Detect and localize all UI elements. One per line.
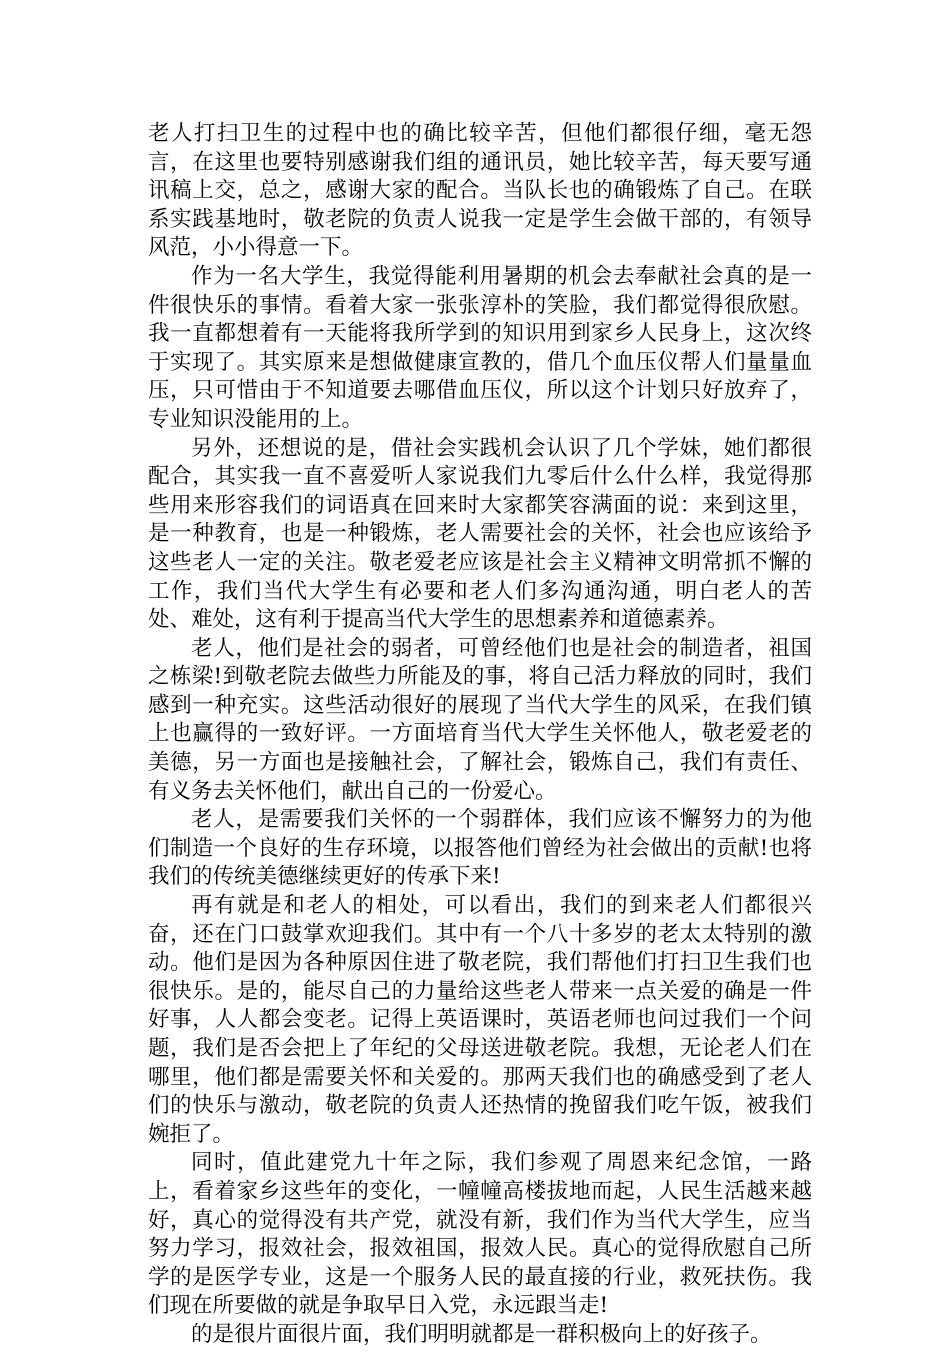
paragraph-2: 作为一名大学生，我觉得能利用暑期的机会去奉献社会真的是一件很快乐的事情。看着大家一张张淳朴的笑脸，我们都觉得很欣慰。我一直都想着有一天能将我所学到的知识用到家乡人民身上，这次终于实现了。其实原来是想做健康宣教的，借几个血压仪帮人们量量血压，只可惜由于不知道要去哪借血压仪，所以这个计划只好放弃了，专业知识没能用的上。 — [148, 263, 812, 432]
paragraph-3: 另外，还想说的是，借社会实践机会认识了几个学妹，她们都很配合，其实我一直不喜爱听人家说我们九零后什么什么样，我觉得那些用来形容我们的词语真在回来时大家都笑容满面的说：来到这里，是一种教育，也是一种锻炼，老人需要社会的关怀，社会也应该给予这些老人一定的关注。敬老爱老应该是社会主义精神文明常抓不懈的工作，我们当代大学生有必要和老人们多沟通沟通，明白老人的苦处、难处，这有利于提高当代大学生的思想素养和道德素养。 — [148, 435, 812, 633]
paragraph-7: 同时，值此建党九十年之际，我们参观了周恩来纪念馆，一路上，看着家乡这些年的变化，一幢幢高楼拔地而起，人民生活越来越好，真心的觉得没有共产党，就没有新，我们作为当代大学生，应当努力学习，报效社会，报效祖国，报效人民。真心的觉得欣慰自己所学的是医学专业，这是一个服务人民的最直接的行业，救死扶伤。我们现在所要做的就是争取早日入党，永远跟当走! — [148, 1150, 812, 1319]
paragraph-5: 老人，是需要我们关怀的一个弱群体，我们应该不懈努力的为他们制造一个良好的生存环境，以报答他们曾经为社会做出的贡献!也将我们的传统美德继续更好的传承下来! — [148, 807, 812, 890]
paragraph-4: 老人，他们是社会的弱者，可曾经他们也是社会的制造者，祖国之栋梁!到敬老院去做些力所能及的事，将自己活力释放的同时，我们感到一种充实。这些活动很好的展现了当代大学生的风采，在我们镇上也赢得的一致好评。一方面培育当代大学生关怀他人，敬老爱老的美德，另一方面也是接触社会，了解社会，锻炼自己，我们有责任、有义务去关怀他们，献出自己的一份爱心。 — [148, 635, 812, 804]
document-body — [148, 120, 812, 1350]
paragraph-1: 老人打扫卫生的过程中也的确比较辛苦，但他们都很仔细，毫无怨言，在这里也要特别感谢我们组的通讯员，她比较辛苦，每天要写通讯稿上交，总之，感谢大家的配合。当队长也的确锻炼了自己。在联系实践基地时，敬老院的负责人说我一定是学生会做干部的，有领导风范，小小得意一下。 — [148, 121, 812, 261]
paragraph-6: 再有就是和老人的相处，可以看出，我们的到来老人们都很兴奋，还在门口鼓掌欢迎我们。其中有一个八十多岁的老太太特别的激动。他们是因为各种原因住进了敬老院，我们帮他们打扫卫生我们也很快乐。是的，能尽自己的力量给这些老人带来一点关爱的确是一件好事，人人都会变老。记得上英语课时，英语老师也问过我们一个问题，我们是否会把上了年纪的父母送进敬老院。我想，无论老人们在哪里，他们都是需要关怀和关爱的。那两天我们也的确感受到了老人们的快乐与激动，敬老院的负责人还热情的挽留我们吃午饭，被我们婉拒了。 — [148, 893, 812, 1147]
paragraph-8: 的是很片面很片面，我们明明就都是一群积极向上的好孩子。 — [191, 1321, 772, 1347]
